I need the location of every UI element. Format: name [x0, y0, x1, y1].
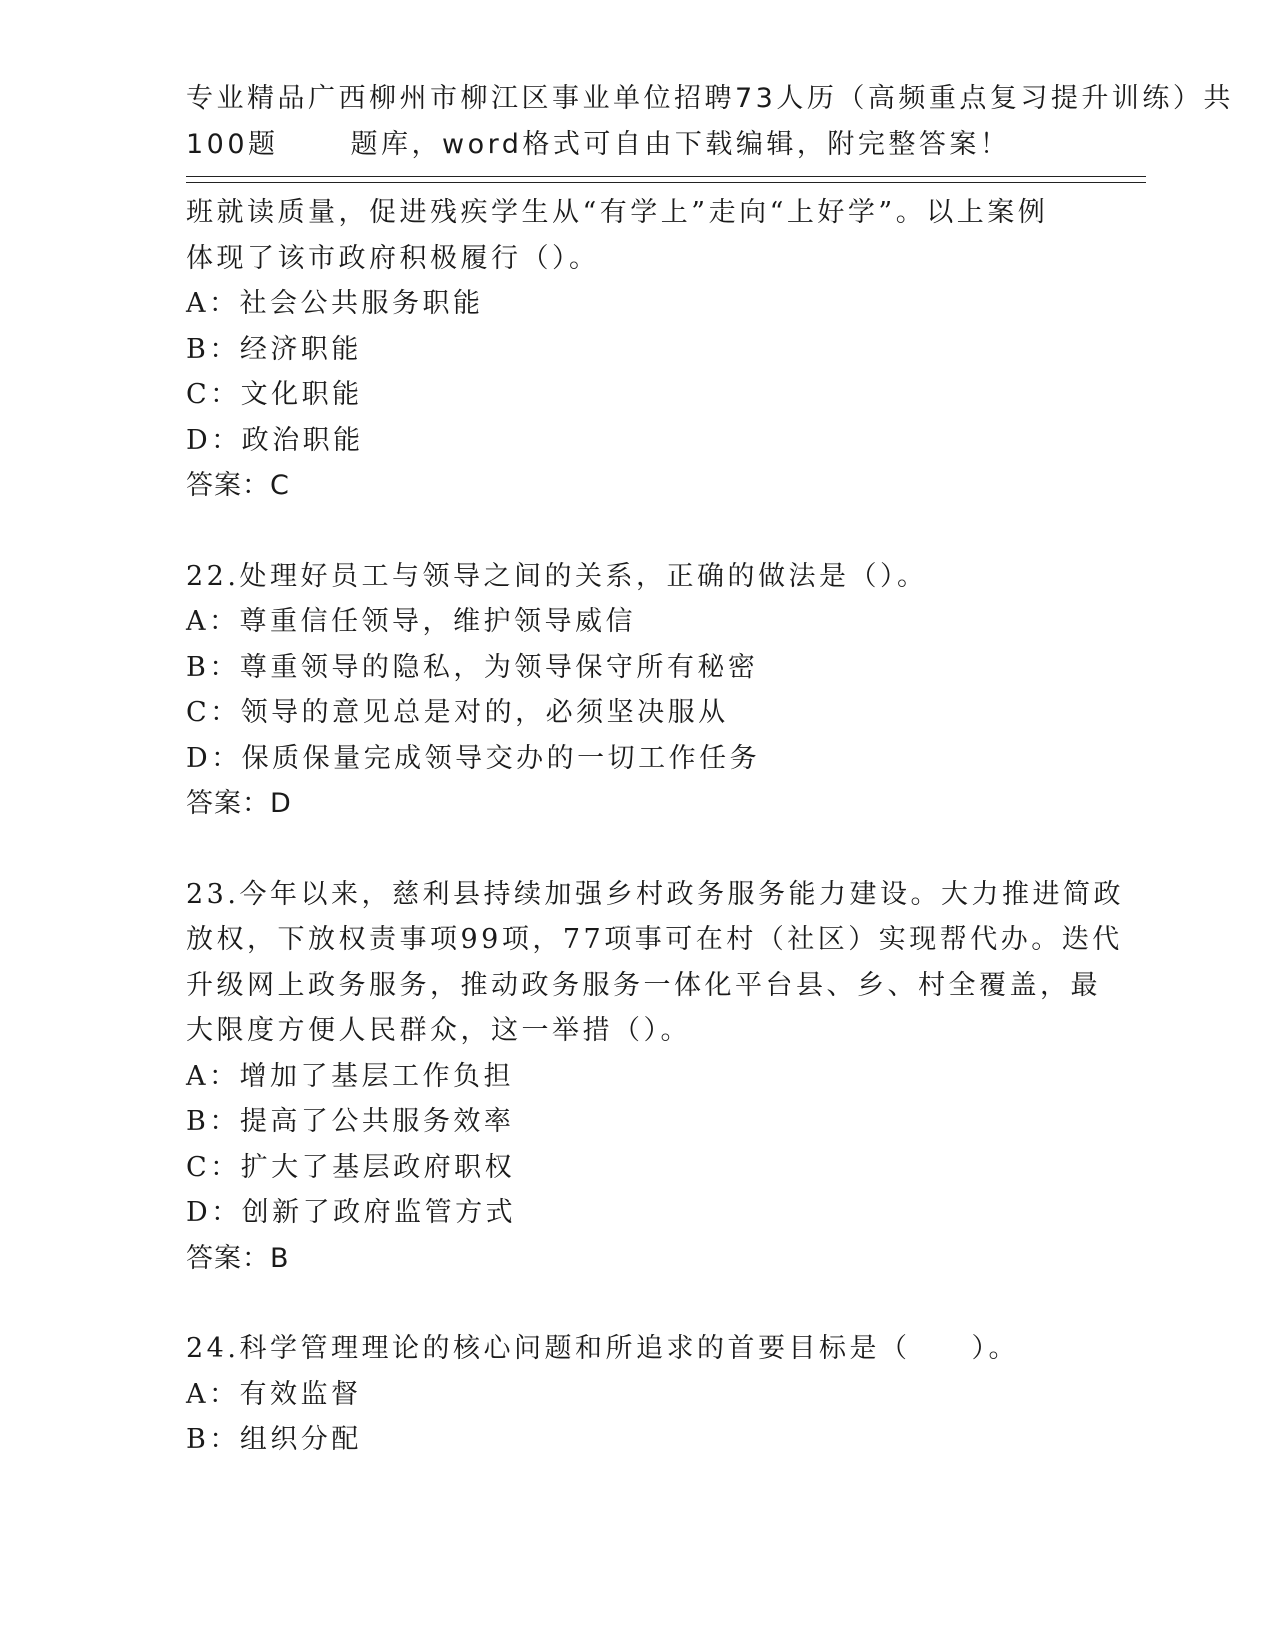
question-stem-line: 23.今年以来，慈利县持续加强乡村政务服务能力建设。大力推进简政 — [186, 878, 1124, 910]
question-24 — [186, 1326, 1086, 1463]
option-a: A：增加了基层工作负担 — [186, 1060, 514, 1092]
question-stem-line: 24.科学管理理论的核心问题和所追求的首要目标是（ ）。 — [186, 1333, 1019, 1364]
option-a: A：社会公共服务职能 — [186, 288, 484, 319]
question-stem-line: 放权，下放权责事项99项，77项事可在村（社区）实现帮代办。迭代 — [186, 924, 1123, 955]
option-d: D：创新了政府监管方式 — [186, 1197, 517, 1228]
question-stem-line: 体现了该市政府积极履行（）。 — [186, 242, 600, 274]
header-divider-thin — [186, 176, 1146, 177]
header-line-2 — [186, 122, 1086, 168]
option-b: B：尊重领导的隐私，为领导保守所有秘密 — [186, 651, 759, 683]
option-c: C：文化职能 — [186, 379, 363, 410]
question-23 — [186, 872, 1124, 1282]
question-stem-line: 升级网上政务服务，推动政务服务一体化平台县、乡、村全覆盖，最 — [186, 969, 1101, 1001]
option-c: C：扩大了基层政府职权 — [186, 1151, 516, 1183]
option-a: A：尊重信任领导，维护领导威信 — [186, 606, 636, 637]
option-d: D：保质保量完成领导交办的一切工作任务 — [186, 742, 761, 774]
question-list — [186, 190, 1124, 1463]
question-22 — [186, 554, 1086, 827]
question-stem-line: 班就读质量，促进残疾学生从“有学上”走向“上好学”。以上案例 — [186, 197, 1049, 228]
option-b: B：经济职能 — [186, 333, 362, 365]
header-divider-thick — [186, 182, 1146, 183]
option-c: C：领导的意见总是对的，必须坚决服从 — [186, 697, 729, 728]
page-header — [186, 76, 1234, 167]
question-21 — [186, 190, 1086, 509]
option-a: A：有效监督 — [186, 1378, 362, 1410]
answer-line: 答案：D — [186, 788, 292, 819]
header-description: 题库，word格式可自由下载编辑，附完整答案！ — [350, 128, 1011, 160]
question-stem-line: 22.处理好员工与领导之间的关系，正确的做法是（）。 — [186, 560, 928, 592]
option-d: D：政治职能 — [186, 424, 364, 456]
header-question-count: 100题 — [186, 128, 279, 160]
option-b: B：提高了公共服务效率 — [186, 1106, 515, 1137]
option-b: B：组织分配 — [186, 1424, 362, 1455]
header-line-1: 专业精品广西柳州市柳江区事业单位招聘73人历（高频重点复习提升训练）共 — [186, 83, 1234, 114]
answer-line: 答案：B — [186, 1242, 290, 1274]
answer-line: 答案：C — [186, 470, 290, 501]
question-stem-line: 大限度方便人民群众，这一举措（）。 — [186, 1015, 691, 1046]
